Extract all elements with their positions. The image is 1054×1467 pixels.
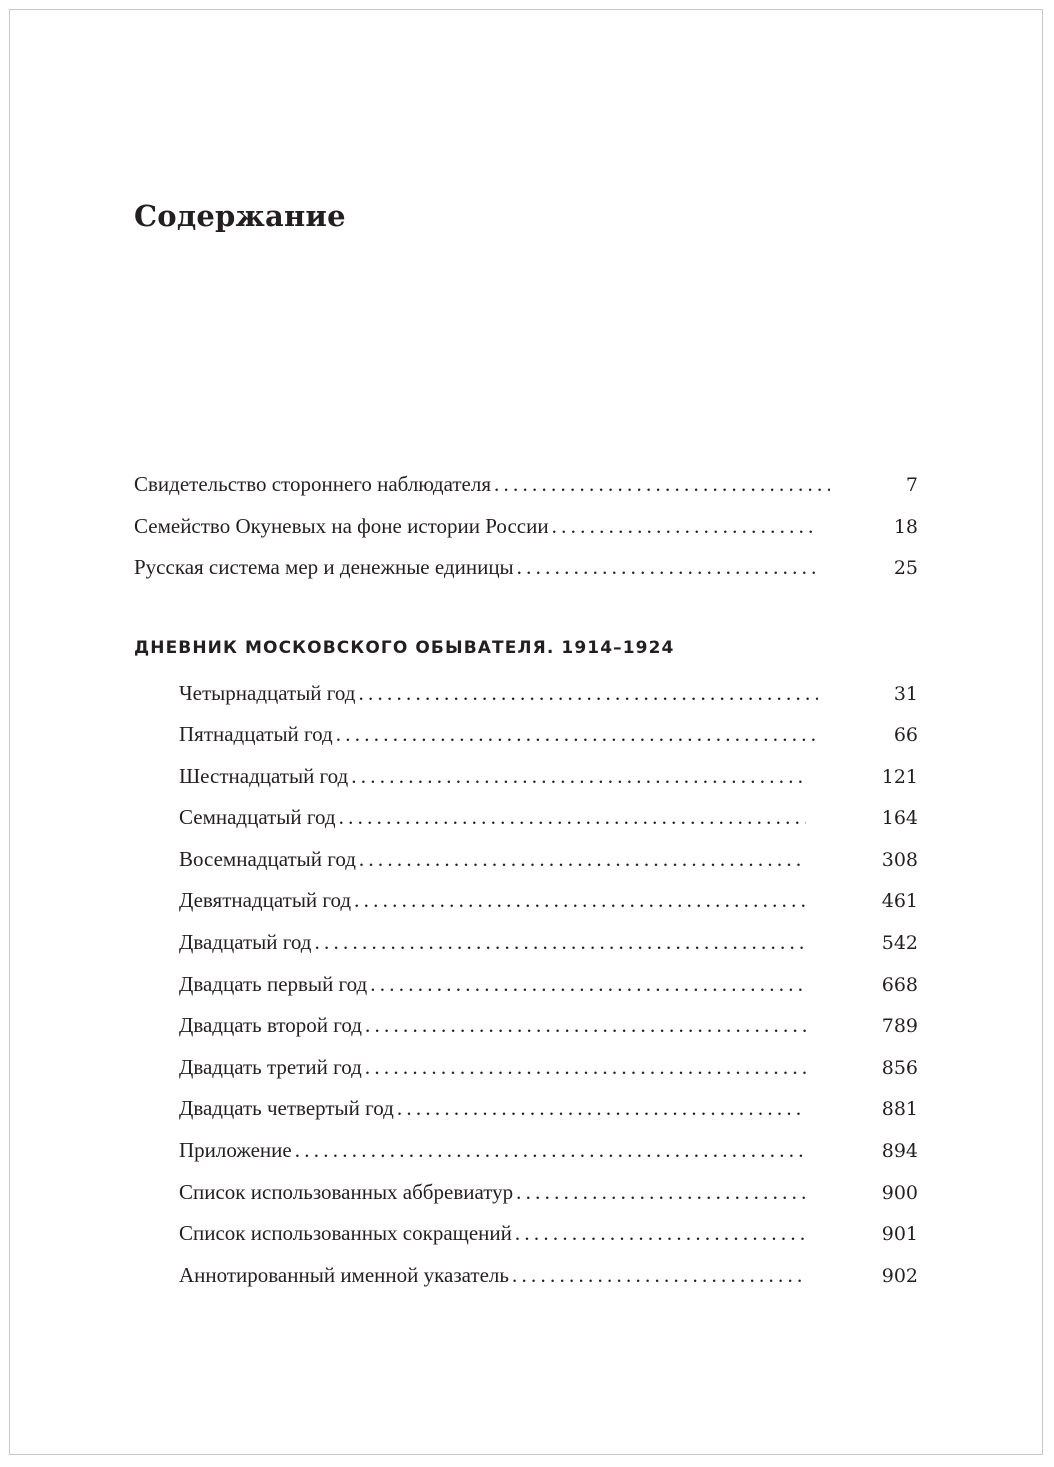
dot-leader <box>516 1177 806 1207</box>
toc-entry-page: 856 <box>881 1057 918 1079</box>
toc-entry-page: 542 <box>881 932 918 954</box>
toc-entry-label: Двадцать второй год <box>179 1013 362 1037</box>
dot-leader <box>517 552 818 582</box>
toc-subentry[interactable] <box>179 844 918 874</box>
dot-leader <box>351 761 806 791</box>
dot-leader <box>365 1052 806 1082</box>
toc-entry-page: 789 <box>881 1015 918 1037</box>
toc-entry-label: Шестнадцатый год <box>179 764 349 788</box>
toc-entry-label: Двадцать четвертый год <box>179 1096 394 1120</box>
toc-entry-page: 901 <box>881 1223 918 1245</box>
toc-entry-page: 7 <box>905 474 918 496</box>
toc-subentry[interactable] <box>179 719 918 749</box>
section-heading[interactable]: ДНЕВНИК МОСКОВСКОГО ОБЫВАТЕЛЯ. 1914–1924 <box>134 638 675 658</box>
toc-entry-page: 164 <box>881 807 918 829</box>
toc-entry[interactable] <box>134 511 918 541</box>
toc-subentry[interactable] <box>179 1093 918 1123</box>
toc-entry-label: Двадцать первый год <box>179 972 368 996</box>
toc-subentry[interactable] <box>179 1218 918 1248</box>
toc-entry-label: Пятнадцатый год <box>179 722 333 746</box>
toc-entry-label: Аннотированный именной указатель <box>179 1263 509 1287</box>
toc-entry-page: 900 <box>881 1182 918 1204</box>
dot-leader <box>365 1010 806 1040</box>
dot-leader <box>370 969 806 999</box>
toc-subentry[interactable] <box>179 1260 918 1290</box>
dot-leader <box>339 802 806 832</box>
toc-entry-label: Список использованных аббревиатур <box>179 1180 514 1204</box>
dot-leader <box>314 927 805 957</box>
toc-entry-page: 308 <box>881 849 918 871</box>
dot-leader <box>397 1093 806 1123</box>
dot-leader <box>354 885 806 915</box>
toc-entry[interactable] <box>134 552 918 582</box>
toc-subentry[interactable] <box>179 761 918 791</box>
toc-entry-page: 66 <box>893 724 918 746</box>
toc-subentry[interactable] <box>179 969 918 999</box>
toc-entry-label: Восемнадцатый год <box>179 847 356 871</box>
dot-leader <box>295 1135 806 1165</box>
toc-entry-page: 121 <box>881 766 918 788</box>
toc-entry-page: 25 <box>893 557 918 579</box>
toc-entry-label: Приложение <box>179 1138 292 1162</box>
toc-entry-label: Семнадцатый год <box>179 805 336 829</box>
toc-subentry[interactable] <box>179 678 918 708</box>
toc-entry-label: Свидетельство стороннего наблюдателя <box>134 472 492 496</box>
toc-entry-page: 881 <box>881 1098 918 1120</box>
toc-entry-label: Список использованных сокращений <box>179 1221 512 1245</box>
toc-entry-label: Двадцатый год <box>179 930 312 954</box>
toc-entry-page: 31 <box>893 683 918 705</box>
toc-subentry[interactable] <box>179 927 918 957</box>
toc-subentry[interactable] <box>179 1052 918 1082</box>
toc-subentry[interactable] <box>179 802 918 832</box>
dot-leader <box>552 511 818 541</box>
toc-entry-page: 18 <box>893 516 918 538</box>
toc-entry-page: 461 <box>881 890 918 912</box>
toc-entry-label: Семейство Окуневых на фоне истории России <box>134 514 549 538</box>
toc-entry-page: 902 <box>881 1265 918 1287</box>
dot-leader <box>512 1260 806 1290</box>
toc-subentry[interactable] <box>179 1135 918 1165</box>
dot-leader <box>358 678 817 708</box>
dot-leader <box>494 469 830 499</box>
toc-entry-label: Русская система мер и денежные единицы <box>134 555 514 579</box>
toc-entry-label: Четырнадцатый год <box>179 681 356 705</box>
toc-subentry[interactable] <box>179 885 918 915</box>
toc-subentry[interactable] <box>179 1010 918 1040</box>
page-title: Содержание <box>134 199 346 233</box>
dot-leader <box>336 719 818 749</box>
dot-leader <box>359 844 806 874</box>
toc-entry-page: 894 <box>881 1140 918 1162</box>
toc-entry-page: 668 <box>881 974 918 996</box>
toc-entry-label: Двадцать третий год <box>179 1055 362 1079</box>
toc-entry-label: Девятнадцатый год <box>179 888 352 912</box>
dot-leader <box>515 1218 806 1248</box>
toc-entry[interactable] <box>134 469 918 499</box>
toc-subentry[interactable] <box>179 1177 918 1207</box>
